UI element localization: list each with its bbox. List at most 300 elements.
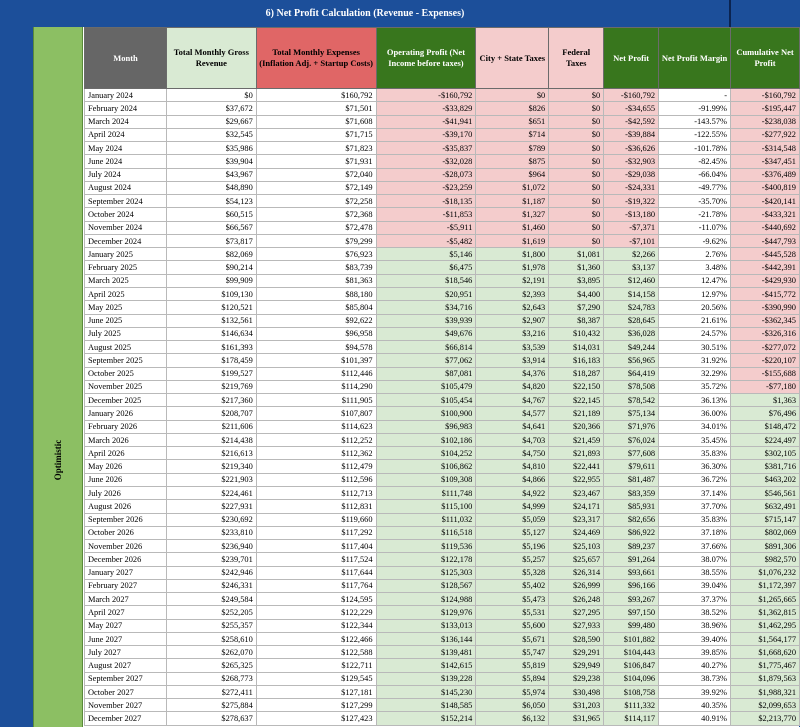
cell-month[interactable]: December 2024 xyxy=(85,234,167,247)
cell-operating-profit[interactable]: $122,178 xyxy=(376,553,476,566)
cell-gross-revenue[interactable]: $161,393 xyxy=(166,341,256,354)
cell-operating-profit[interactable]: $125,303 xyxy=(376,566,476,579)
cell-city-state-taxes[interactable]: $1,978 xyxy=(476,261,549,274)
cell-net-profit-margin[interactable]: -82.45% xyxy=(659,155,731,168)
cell-net-profit[interactable]: $96,166 xyxy=(604,579,659,592)
cell-net-profit-margin[interactable]: -9.62% xyxy=(659,234,731,247)
cell-operating-profit[interactable]: -$39,170 xyxy=(376,128,476,141)
cell-expenses[interactable]: $83,739 xyxy=(256,261,376,274)
cell-operating-profit[interactable]: -$11,853 xyxy=(376,208,476,221)
cell-city-state-taxes[interactable]: $3,216 xyxy=(476,327,549,340)
cell-gross-revenue[interactable]: $255,357 xyxy=(166,619,256,632)
cell-net-profit-margin[interactable]: 40.35% xyxy=(659,699,731,712)
cell-city-state-taxes[interactable]: $4,810 xyxy=(476,460,549,473)
cell-city-state-taxes[interactable]: $4,999 xyxy=(476,500,549,513)
cell-expenses[interactable]: $96,958 xyxy=(256,327,376,340)
cell-federal-taxes[interactable]: $0 xyxy=(549,195,604,208)
cell-net-profit[interactable]: $106,847 xyxy=(604,659,659,672)
cell-federal-taxes[interactable]: $25,657 xyxy=(549,553,604,566)
cell-expenses[interactable]: $127,181 xyxy=(256,685,376,698)
cell-city-state-taxes[interactable]: $3,539 xyxy=(476,341,549,354)
cell-gross-revenue[interactable]: $99,909 xyxy=(166,274,256,287)
cell-gross-revenue[interactable]: $211,606 xyxy=(166,420,256,433)
cell-net-profit[interactable]: $97,150 xyxy=(604,606,659,619)
cell-federal-taxes[interactable]: $8,387 xyxy=(549,314,604,327)
cell-city-state-taxes[interactable]: $5,473 xyxy=(476,593,549,606)
cell-net-profit-margin[interactable]: 39.92% xyxy=(659,685,731,698)
cell-expenses[interactable]: $85,804 xyxy=(256,301,376,314)
cell-city-state-taxes[interactable]: $5,671 xyxy=(476,632,549,645)
cell-cumulative-net-profit[interactable]: $1,462,295 xyxy=(731,619,800,632)
cell-expenses[interactable]: $117,764 xyxy=(256,579,376,592)
cell-city-state-taxes[interactable]: $5,196 xyxy=(476,540,549,553)
cell-federal-taxes[interactable]: $7,290 xyxy=(549,301,604,314)
cell-gross-revenue[interactable]: $265,325 xyxy=(166,659,256,672)
cell-cumulative-net-profit[interactable]: $1,879,563 xyxy=(731,672,800,685)
cell-federal-taxes[interactable]: $20,366 xyxy=(549,420,604,433)
cell-operating-profit[interactable]: $39,939 xyxy=(376,314,476,327)
cell-city-state-taxes[interactable]: $1,072 xyxy=(476,181,549,194)
cell-month[interactable]: November 2026 xyxy=(85,540,167,553)
cell-month[interactable]: March 2027 xyxy=(85,593,167,606)
cell-expenses[interactable]: $124,595 xyxy=(256,593,376,606)
cell-operating-profit[interactable]: -$18,135 xyxy=(376,195,476,208)
cell-net-profit-margin[interactable]: 38.52% xyxy=(659,606,731,619)
cell-net-profit-margin[interactable]: -66.04% xyxy=(659,168,731,181)
cell-federal-taxes[interactable]: $22,145 xyxy=(549,394,604,407)
cell-city-state-taxes[interactable]: $5,974 xyxy=(476,685,549,698)
cell-operating-profit[interactable]: -$5,911 xyxy=(376,221,476,234)
cell-gross-revenue[interactable]: $54,123 xyxy=(166,195,256,208)
cell-net-profit[interactable]: -$34,655 xyxy=(604,102,659,115)
cell-operating-profit[interactable]: $34,716 xyxy=(376,301,476,314)
cell-cumulative-net-profit[interactable]: $224,497 xyxy=(731,433,800,446)
cell-federal-taxes[interactable]: $26,314 xyxy=(549,566,604,579)
cell-gross-revenue[interactable]: $214,438 xyxy=(166,433,256,446)
cell-cumulative-net-profit[interactable]: $546,561 xyxy=(731,486,800,499)
cell-expenses[interactable]: $122,711 xyxy=(256,659,376,672)
cell-expenses[interactable]: $122,466 xyxy=(256,632,376,645)
cell-cumulative-net-profit[interactable]: $1,363 xyxy=(731,394,800,407)
cell-gross-revenue[interactable]: $29,667 xyxy=(166,115,256,128)
cell-net-profit-margin[interactable]: 35.83% xyxy=(659,513,731,526)
cell-cumulative-net-profit[interactable]: $802,069 xyxy=(731,526,800,539)
cell-federal-taxes[interactable]: $1,360 xyxy=(549,261,604,274)
cell-month[interactable]: March 2026 xyxy=(85,433,167,446)
cell-net-profit-margin[interactable]: 37.14% xyxy=(659,486,731,499)
cell-federal-taxes[interactable]: $21,189 xyxy=(549,407,604,420)
cell-net-profit-margin[interactable]: -21.78% xyxy=(659,208,731,221)
cell-expenses[interactable]: $101,397 xyxy=(256,354,376,367)
cell-federal-taxes[interactable]: $21,459 xyxy=(549,433,604,446)
cell-federal-taxes[interactable]: $23,467 xyxy=(549,486,604,499)
cell-net-profit[interactable]: $85,931 xyxy=(604,500,659,513)
cell-net-profit[interactable]: -$19,322 xyxy=(604,195,659,208)
cell-federal-taxes[interactable]: $24,171 xyxy=(549,500,604,513)
cell-federal-taxes[interactable]: $14,031 xyxy=(549,341,604,354)
cell-operating-profit[interactable]: $152,214 xyxy=(376,712,476,725)
cell-expenses[interactable]: $71,823 xyxy=(256,142,376,155)
cell-expenses[interactable]: $72,478 xyxy=(256,221,376,234)
cell-gross-revenue[interactable]: $219,340 xyxy=(166,460,256,473)
cell-gross-revenue[interactable]: $262,070 xyxy=(166,646,256,659)
cell-city-state-taxes[interactable]: $3,914 xyxy=(476,354,549,367)
cell-operating-profit[interactable]: $106,862 xyxy=(376,460,476,473)
cell-gross-revenue[interactable]: $178,459 xyxy=(166,354,256,367)
cell-month[interactable]: September 2026 xyxy=(85,513,167,526)
cell-gross-revenue[interactable]: $37,672 xyxy=(166,102,256,115)
cell-operating-profit[interactable]: $49,676 xyxy=(376,327,476,340)
cell-gross-revenue[interactable]: $275,884 xyxy=(166,699,256,712)
cell-federal-taxes[interactable]: $0 xyxy=(549,115,604,128)
cell-expenses[interactable]: $71,931 xyxy=(256,155,376,168)
cell-federal-taxes[interactable]: $27,295 xyxy=(549,606,604,619)
cell-operating-profit[interactable]: $6,475 xyxy=(376,261,476,274)
header-gross-revenue[interactable]: Total Monthly Gross Revenue xyxy=(166,28,256,89)
cell-city-state-taxes[interactable]: $4,750 xyxy=(476,447,549,460)
cell-cumulative-net-profit[interactable]: $463,202 xyxy=(731,473,800,486)
cell-gross-revenue[interactable]: $82,069 xyxy=(166,248,256,261)
cell-federal-taxes[interactable]: $31,965 xyxy=(549,712,604,725)
cell-net-profit[interactable]: -$160,792 xyxy=(604,89,659,102)
cell-expenses[interactable]: $76,923 xyxy=(256,248,376,261)
cell-net-profit-margin[interactable]: 39.04% xyxy=(659,579,731,592)
cell-expenses[interactable]: $122,344 xyxy=(256,619,376,632)
cell-gross-revenue[interactable]: $258,610 xyxy=(166,632,256,645)
cell-city-state-taxes[interactable]: $2,191 xyxy=(476,274,549,287)
cell-net-profit[interactable]: $3,137 xyxy=(604,261,659,274)
cell-gross-revenue[interactable]: $221,903 xyxy=(166,473,256,486)
cell-cumulative-net-profit[interactable]: -$160,792 xyxy=(731,89,800,102)
cell-net-profit[interactable]: $89,237 xyxy=(604,540,659,553)
cell-gross-revenue[interactable]: $236,940 xyxy=(166,540,256,553)
cell-net-profit-margin[interactable]: 21.61% xyxy=(659,314,731,327)
cell-month[interactable]: May 2026 xyxy=(85,460,167,473)
cell-net-profit-margin[interactable]: 37.37% xyxy=(659,593,731,606)
cell-city-state-taxes[interactable]: $5,257 xyxy=(476,553,549,566)
cell-net-profit[interactable]: $64,419 xyxy=(604,367,659,380)
cell-city-state-taxes[interactable]: $964 xyxy=(476,168,549,181)
cell-gross-revenue[interactable]: $233,810 xyxy=(166,526,256,539)
cell-gross-revenue[interactable]: $109,130 xyxy=(166,287,256,300)
cell-net-profit-margin[interactable]: 40.91% xyxy=(659,712,731,725)
cell-city-state-taxes[interactable]: $5,819 xyxy=(476,659,549,672)
cell-cumulative-net-profit[interactable]: -$277,922 xyxy=(731,128,800,141)
cell-city-state-taxes[interactable]: $5,894 xyxy=(476,672,549,685)
cell-city-state-taxes[interactable]: $5,747 xyxy=(476,646,549,659)
cell-month[interactable]: January 2026 xyxy=(85,407,167,420)
cell-federal-taxes[interactable]: $1,081 xyxy=(549,248,604,261)
cell-expenses[interactable]: $129,545 xyxy=(256,672,376,685)
cell-operating-profit[interactable]: $119,536 xyxy=(376,540,476,553)
cell-month[interactable]: April 2027 xyxy=(85,606,167,619)
cell-net-profit-margin[interactable]: 31.92% xyxy=(659,354,731,367)
cell-gross-revenue[interactable]: $39,904 xyxy=(166,155,256,168)
cell-expenses[interactable]: $122,588 xyxy=(256,646,376,659)
cell-cumulative-net-profit[interactable]: -$277,072 xyxy=(731,341,800,354)
cell-operating-profit[interactable]: -$160,792 xyxy=(376,89,476,102)
cell-month[interactable]: August 2024 xyxy=(85,181,167,194)
cell-net-profit[interactable]: $24,783 xyxy=(604,301,659,314)
cell-month[interactable]: March 2024 xyxy=(85,115,167,128)
cell-expenses[interactable]: $71,501 xyxy=(256,102,376,115)
cell-net-profit-margin[interactable]: 36.00% xyxy=(659,407,731,420)
cell-city-state-taxes[interactable]: $1,619 xyxy=(476,234,549,247)
cell-net-profit-margin[interactable]: -143.57% xyxy=(659,115,731,128)
cell-net-profit-margin[interactable]: 39.40% xyxy=(659,632,731,645)
cell-city-state-taxes[interactable]: $1,460 xyxy=(476,221,549,234)
cell-expenses[interactable]: $71,608 xyxy=(256,115,376,128)
cell-cumulative-net-profit[interactable]: -$442,391 xyxy=(731,261,800,274)
cell-federal-taxes[interactable]: $26,248 xyxy=(549,593,604,606)
cell-cumulative-net-profit[interactable]: -$390,990 xyxy=(731,301,800,314)
cell-cumulative-net-profit[interactable]: $2,213,770 xyxy=(731,712,800,725)
cell-net-profit-margin[interactable]: -91.99% xyxy=(659,102,731,115)
cell-federal-taxes[interactable]: $0 xyxy=(549,208,604,221)
cell-gross-revenue[interactable]: $239,701 xyxy=(166,553,256,566)
cell-expenses[interactable]: $72,368 xyxy=(256,208,376,221)
cell-cumulative-net-profit[interactable]: -$195,447 xyxy=(731,102,800,115)
cell-net-profit[interactable]: $75,134 xyxy=(604,407,659,420)
cell-city-state-taxes[interactable]: $1,187 xyxy=(476,195,549,208)
cell-federal-taxes[interactable]: $22,150 xyxy=(549,380,604,393)
cell-expenses[interactable]: $112,252 xyxy=(256,433,376,446)
cell-gross-revenue[interactable]: $249,584 xyxy=(166,593,256,606)
cell-city-state-taxes[interactable]: $875 xyxy=(476,155,549,168)
cell-federal-taxes[interactable]: $18,287 xyxy=(549,367,604,380)
cell-cumulative-net-profit[interactable]: -$445,528 xyxy=(731,248,800,261)
cell-month[interactable]: January 2027 xyxy=(85,566,167,579)
cell-federal-taxes[interactable]: $0 xyxy=(549,128,604,141)
cell-federal-taxes[interactable]: $29,949 xyxy=(549,659,604,672)
cell-city-state-taxes[interactable]: $6,132 xyxy=(476,712,549,725)
cell-month[interactable]: May 2024 xyxy=(85,142,167,155)
cell-federal-taxes[interactable]: $0 xyxy=(549,168,604,181)
cell-city-state-taxes[interactable]: $4,703 xyxy=(476,433,549,446)
cell-city-state-taxes[interactable]: $1,800 xyxy=(476,248,549,261)
cell-operating-profit[interactable]: $96,983 xyxy=(376,420,476,433)
cell-city-state-taxes[interactable]: $4,376 xyxy=(476,367,549,380)
cell-federal-taxes[interactable]: $21,893 xyxy=(549,447,604,460)
cell-city-state-taxes[interactable]: $0 xyxy=(476,89,549,102)
cell-city-state-taxes[interactable]: $5,531 xyxy=(476,606,549,619)
cell-city-state-taxes[interactable]: $5,127 xyxy=(476,526,549,539)
cell-month[interactable]: October 2026 xyxy=(85,526,167,539)
cell-expenses[interactable]: $72,258 xyxy=(256,195,376,208)
cell-month[interactable]: February 2026 xyxy=(85,420,167,433)
cell-net-profit[interactable]: -$7,371 xyxy=(604,221,659,234)
cell-month[interactable]: January 2024 xyxy=(85,89,167,102)
cell-net-profit[interactable]: -$29,038 xyxy=(604,168,659,181)
cell-operating-profit[interactable]: $116,518 xyxy=(376,526,476,539)
cell-operating-profit[interactable]: -$5,482 xyxy=(376,234,476,247)
cell-federal-taxes[interactable]: $0 xyxy=(549,89,604,102)
cell-month[interactable]: June 2026 xyxy=(85,473,167,486)
cell-federal-taxes[interactable]: $27,933 xyxy=(549,619,604,632)
cell-net-profit-margin[interactable]: -49.77% xyxy=(659,181,731,194)
cell-gross-revenue[interactable]: $219,769 xyxy=(166,380,256,393)
cell-cumulative-net-profit[interactable]: -$362,345 xyxy=(731,314,800,327)
cell-operating-profit[interactable]: $87,081 xyxy=(376,367,476,380)
cell-cumulative-net-profit[interactable]: -$376,489 xyxy=(731,168,800,181)
cell-net-profit[interactable]: $104,096 xyxy=(604,672,659,685)
cell-month[interactable]: August 2025 xyxy=(85,341,167,354)
cell-net-profit[interactable]: $56,965 xyxy=(604,354,659,367)
cell-month[interactable]: August 2026 xyxy=(85,500,167,513)
cell-net-profit[interactable]: -$42,592 xyxy=(604,115,659,128)
cell-gross-revenue[interactable]: $146,634 xyxy=(166,327,256,340)
cell-month[interactable]: June 2025 xyxy=(85,314,167,327)
cell-federal-taxes[interactable]: $10,432 xyxy=(549,327,604,340)
cell-net-profit[interactable]: $104,443 xyxy=(604,646,659,659)
cell-gross-revenue[interactable]: $208,707 xyxy=(166,407,256,420)
cell-net-profit[interactable]: -$32,903 xyxy=(604,155,659,168)
header-operating-profit[interactable]: Operating Profit (Net Income before taxes) xyxy=(376,28,476,89)
cell-net-profit[interactable]: $111,332 xyxy=(604,699,659,712)
cell-net-profit-margin[interactable]: 37.18% xyxy=(659,526,731,539)
cell-expenses[interactable]: $81,363 xyxy=(256,274,376,287)
cell-net-profit-margin[interactable]: 34.01% xyxy=(659,420,731,433)
cell-expenses[interactable]: $117,404 xyxy=(256,540,376,553)
cell-gross-revenue[interactable]: $216,613 xyxy=(166,447,256,460)
cell-city-state-taxes[interactable]: $5,059 xyxy=(476,513,549,526)
cell-net-profit-margin[interactable]: 37.70% xyxy=(659,500,731,513)
cell-gross-revenue[interactable]: $278,637 xyxy=(166,712,256,725)
cell-cumulative-net-profit[interactable]: -$314,548 xyxy=(731,142,800,155)
cell-month[interactable]: February 2027 xyxy=(85,579,167,592)
cell-cumulative-net-profit[interactable]: $715,147 xyxy=(731,513,800,526)
cell-net-profit-margin[interactable]: 38.55% xyxy=(659,566,731,579)
cell-city-state-taxes[interactable]: $4,820 xyxy=(476,380,549,393)
cell-cumulative-net-profit[interactable]: $1,775,467 xyxy=(731,659,800,672)
cell-operating-profit[interactable]: $5,146 xyxy=(376,248,476,261)
cell-cumulative-net-profit[interactable]: $1,076,232 xyxy=(731,566,800,579)
cell-cumulative-net-profit[interactable]: -$347,451 xyxy=(731,155,800,168)
cell-cumulative-net-profit[interactable]: $2,099,653 xyxy=(731,699,800,712)
header-federal-taxes[interactable]: Federal Taxes xyxy=(549,28,604,89)
cell-city-state-taxes[interactable]: $826 xyxy=(476,102,549,115)
cell-net-profit-margin[interactable]: 38.73% xyxy=(659,672,731,685)
cell-net-profit-margin[interactable]: 12.97% xyxy=(659,287,731,300)
cell-expenses[interactable]: $72,040 xyxy=(256,168,376,181)
cell-month[interactable]: December 2026 xyxy=(85,553,167,566)
cell-month[interactable]: December 2025 xyxy=(85,394,167,407)
cell-month[interactable]: March 2025 xyxy=(85,274,167,287)
cell-federal-taxes[interactable]: $0 xyxy=(549,234,604,247)
cell-net-profit[interactable]: $81,487 xyxy=(604,473,659,486)
cell-expenses[interactable]: $127,423 xyxy=(256,712,376,725)
cell-federal-taxes[interactable]: $22,441 xyxy=(549,460,604,473)
cell-net-profit[interactable]: $108,758 xyxy=(604,685,659,698)
cell-city-state-taxes[interactable]: $5,402 xyxy=(476,579,549,592)
cell-cumulative-net-profit[interactable]: $1,172,397 xyxy=(731,579,800,592)
cell-net-profit[interactable]: $79,611 xyxy=(604,460,659,473)
cell-month[interactable]: July 2025 xyxy=(85,327,167,340)
cell-cumulative-net-profit[interactable]: -$420,141 xyxy=(731,195,800,208)
cell-gross-revenue[interactable]: $272,411 xyxy=(166,685,256,698)
cell-net-profit-margin[interactable]: 37.66% xyxy=(659,540,731,553)
cell-federal-taxes[interactable]: $22,955 xyxy=(549,473,604,486)
cell-gross-revenue[interactable]: $66,567 xyxy=(166,221,256,234)
cell-operating-profit[interactable]: $105,479 xyxy=(376,380,476,393)
cell-net-profit[interactable]: $86,922 xyxy=(604,526,659,539)
cell-cumulative-net-profit[interactable]: $891,306 xyxy=(731,540,800,553)
cell-net-profit[interactable]: $93,267 xyxy=(604,593,659,606)
cell-cumulative-net-profit[interactable]: -$220,107 xyxy=(731,354,800,367)
cell-cumulative-net-profit[interactable]: $1,362,815 xyxy=(731,606,800,619)
cell-expenses[interactable]: $114,290 xyxy=(256,380,376,393)
cell-cumulative-net-profit[interactable]: $148,472 xyxy=(731,420,800,433)
cell-net-profit-margin[interactable]: 35.72% xyxy=(659,380,731,393)
cell-federal-taxes[interactable]: $0 xyxy=(549,181,604,194)
cell-expenses[interactable]: $92,622 xyxy=(256,314,376,327)
cell-month[interactable]: June 2027 xyxy=(85,632,167,645)
cell-operating-profit[interactable]: $115,100 xyxy=(376,500,476,513)
cell-cumulative-net-profit[interactable]: $1,988,321 xyxy=(731,685,800,698)
cell-expenses[interactable]: $107,807 xyxy=(256,407,376,420)
cell-net-profit[interactable]: $14,158 xyxy=(604,287,659,300)
cell-net-profit-margin[interactable]: -35.70% xyxy=(659,195,731,208)
cell-cumulative-net-profit[interactable]: $76,496 xyxy=(731,407,800,420)
cell-net-profit-margin[interactable]: 38.07% xyxy=(659,553,731,566)
cell-operating-profit[interactable]: $105,454 xyxy=(376,394,476,407)
cell-expenses[interactable]: $79,299 xyxy=(256,234,376,247)
cell-cumulative-net-profit[interactable]: -$77,180 xyxy=(731,380,800,393)
cell-gross-revenue[interactable]: $0 xyxy=(166,89,256,102)
header-month[interactable]: Month xyxy=(85,28,167,89)
cell-operating-profit[interactable]: $104,252 xyxy=(376,447,476,460)
cell-month[interactable]: October 2027 xyxy=(85,685,167,698)
cell-federal-taxes[interactable]: $0 xyxy=(549,155,604,168)
cell-net-profit-margin[interactable]: 35.45% xyxy=(659,433,731,446)
cell-expenses[interactable]: $112,446 xyxy=(256,367,376,380)
cell-city-state-taxes[interactable]: $5,600 xyxy=(476,619,549,632)
cell-federal-taxes[interactable]: $26,999 xyxy=(549,579,604,592)
cell-net-profit[interactable]: -$13,180 xyxy=(604,208,659,221)
cell-expenses[interactable]: $94,578 xyxy=(256,341,376,354)
cell-operating-profit[interactable]: $77,062 xyxy=(376,354,476,367)
cell-city-state-taxes[interactable]: $1,327 xyxy=(476,208,549,221)
cell-gross-revenue[interactable]: $217,360 xyxy=(166,394,256,407)
cell-net-profit[interactable]: -$36,626 xyxy=(604,142,659,155)
cell-net-profit-margin[interactable]: 36.13% xyxy=(659,394,731,407)
cell-month[interactable]: November 2024 xyxy=(85,221,167,234)
cell-operating-profit[interactable]: $133,013 xyxy=(376,619,476,632)
cell-month[interactable]: August 2027 xyxy=(85,659,167,672)
cell-expenses[interactable]: $119,660 xyxy=(256,513,376,526)
cell-city-state-taxes[interactable]: $2,643 xyxy=(476,301,549,314)
cell-net-profit-margin[interactable]: 20.56% xyxy=(659,301,731,314)
cell-expenses[interactable]: $72,149 xyxy=(256,181,376,194)
cell-federal-taxes[interactable]: $23,317 xyxy=(549,513,604,526)
cell-net-profit-margin[interactable]: 32.29% xyxy=(659,367,731,380)
cell-operating-profit[interactable]: $136,144 xyxy=(376,632,476,645)
cell-cumulative-net-profit[interactable]: -$447,793 xyxy=(731,234,800,247)
cell-net-profit[interactable]: -$24,331 xyxy=(604,181,659,194)
cell-city-state-taxes[interactable]: $2,393 xyxy=(476,287,549,300)
cell-net-profit[interactable]: $82,656 xyxy=(604,513,659,526)
cell-cumulative-net-profit[interactable]: $1,564,177 xyxy=(731,632,800,645)
cell-federal-taxes[interactable]: $30,498 xyxy=(549,685,604,698)
cell-month[interactable]: October 2024 xyxy=(85,208,167,221)
cell-net-profit-margin[interactable]: 36.30% xyxy=(659,460,731,473)
cell-net-profit-margin[interactable]: 2.76% xyxy=(659,248,731,261)
cell-month[interactable]: April 2025 xyxy=(85,287,167,300)
cell-operating-profit[interactable]: $139,481 xyxy=(376,646,476,659)
cell-expenses[interactable]: $114,623 xyxy=(256,420,376,433)
cell-operating-profit[interactable]: $145,230 xyxy=(376,685,476,698)
cell-federal-taxes[interactable]: $24,469 xyxy=(549,526,604,539)
